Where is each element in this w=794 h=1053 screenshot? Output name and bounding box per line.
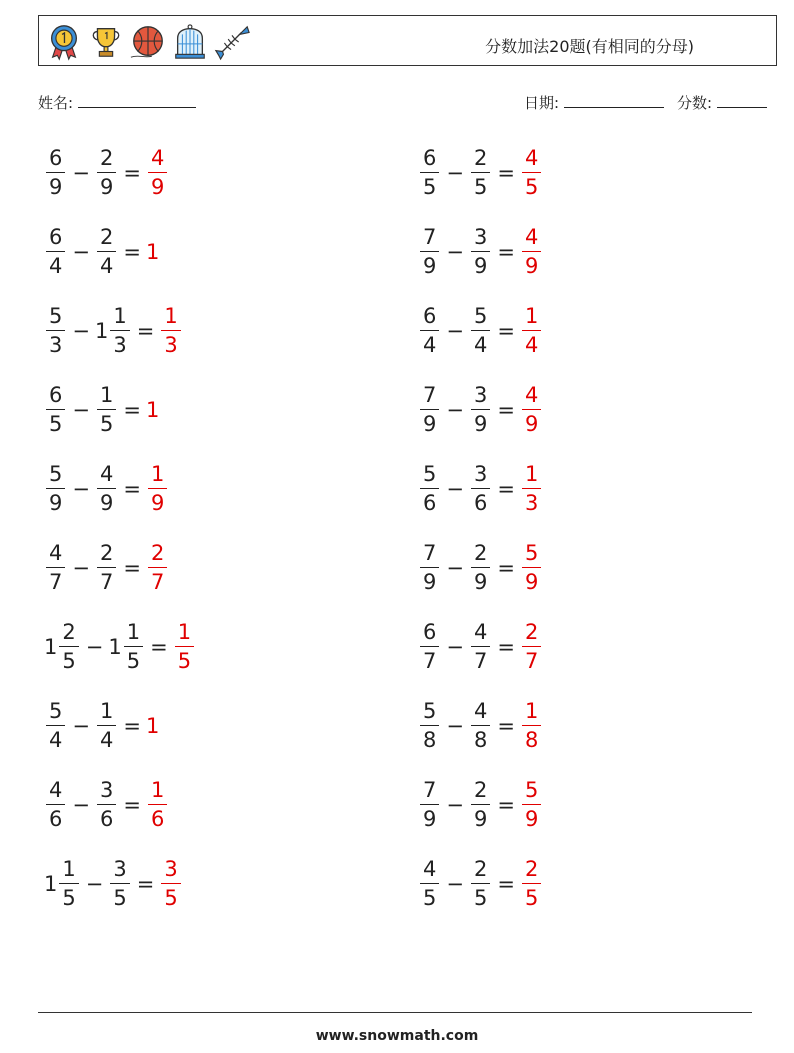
minus-sign: − bbox=[72, 556, 90, 580]
name-field bbox=[38, 92, 196, 113]
fraction bbox=[59, 619, 78, 674]
denominator: 4 bbox=[99, 254, 114, 279]
answer bbox=[146, 398, 159, 422]
fraction bbox=[97, 461, 116, 516]
numerator: 2 bbox=[99, 540, 114, 565]
numerator: 4 bbox=[524, 224, 539, 249]
numerator: 4 bbox=[473, 698, 488, 723]
equals-sign: = bbox=[123, 793, 141, 817]
minus-sign: − bbox=[72, 793, 90, 817]
denominator: 9 bbox=[49, 175, 63, 200]
fraction bbox=[522, 856, 541, 911]
date-blank bbox=[564, 93, 664, 108]
fraction bbox=[471, 303, 490, 358]
answer bbox=[146, 145, 169, 200]
fraction bbox=[97, 540, 116, 595]
fraction bbox=[148, 777, 167, 832]
minus-sign: − bbox=[85, 635, 104, 659]
denominator: 4 bbox=[423, 333, 437, 358]
fraction bbox=[46, 382, 65, 437]
denominator: 4 bbox=[99, 728, 114, 753]
minus-sign: − bbox=[72, 161, 90, 185]
denominator: 5 bbox=[62, 649, 76, 674]
answer bbox=[520, 619, 543, 674]
equals-sign: = bbox=[150, 635, 168, 659]
denominator: 6 bbox=[49, 807, 63, 832]
minus-sign: − bbox=[446, 240, 464, 264]
equals-sign: = bbox=[123, 398, 141, 422]
numerator: 6 bbox=[49, 382, 63, 407]
denominator: 5 bbox=[423, 886, 437, 911]
denominator: 4 bbox=[49, 254, 63, 279]
problem-item bbox=[44, 380, 159, 440]
problem-item bbox=[418, 222, 543, 282]
numerator: 5 bbox=[524, 777, 539, 802]
numerator: 3 bbox=[99, 777, 114, 802]
fraction bbox=[522, 461, 541, 516]
denominator: 8 bbox=[473, 728, 488, 753]
equals-sign: = bbox=[497, 319, 515, 343]
numerator: 5 bbox=[49, 303, 63, 328]
equals-sign: = bbox=[123, 161, 141, 185]
denominator: 7 bbox=[473, 649, 488, 674]
whole-number: 1 bbox=[108, 635, 122, 659]
whole-number: 1 bbox=[145, 240, 160, 264]
numerator: 4 bbox=[524, 145, 539, 170]
denominator: 5 bbox=[99, 412, 114, 437]
date-field bbox=[524, 92, 664, 113]
minus-sign: − bbox=[446, 556, 464, 580]
whole-number: 1 bbox=[44, 635, 58, 659]
fraction bbox=[420, 224, 439, 279]
denominator: 7 bbox=[99, 570, 114, 595]
numerator: 5 bbox=[473, 303, 488, 328]
trophy-icon bbox=[87, 23, 125, 61]
footer-divider bbox=[38, 1012, 752, 1013]
numerator: 1 bbox=[150, 777, 165, 802]
minus-sign: − bbox=[72, 398, 90, 422]
fraction bbox=[46, 777, 65, 832]
denominator: 5 bbox=[113, 886, 127, 911]
answer bbox=[520, 145, 543, 200]
denominator: 9 bbox=[423, 807, 437, 832]
minus-sign: − bbox=[72, 240, 90, 264]
fraction bbox=[522, 224, 541, 279]
fraction bbox=[420, 856, 439, 911]
problem-item bbox=[418, 854, 543, 914]
minus-sign: − bbox=[72, 319, 90, 343]
denominator: 3 bbox=[164, 333, 178, 358]
denominator: 9 bbox=[423, 412, 437, 437]
numerator: 1 bbox=[113, 303, 127, 328]
minus-sign: − bbox=[85, 872, 104, 896]
denominator: 5 bbox=[62, 886, 76, 911]
numerator: 4 bbox=[473, 619, 488, 644]
fraction bbox=[471, 461, 490, 516]
whole-number: 1 bbox=[145, 714, 160, 738]
name-label: 姓名: bbox=[38, 94, 74, 112]
whole-number: 1 bbox=[145, 398, 160, 422]
fraction bbox=[46, 303, 65, 358]
minus-sign: − bbox=[446, 793, 464, 817]
numerator: 1 bbox=[177, 619, 192, 644]
denominator: 5 bbox=[524, 886, 539, 911]
whole-number: 1 bbox=[44, 872, 58, 896]
equals-sign: = bbox=[123, 556, 141, 580]
minus-sign: − bbox=[446, 398, 464, 422]
equals-sign: = bbox=[497, 714, 515, 738]
numerator: 1 bbox=[524, 698, 539, 723]
numerator: 2 bbox=[99, 224, 114, 249]
numerator: 3 bbox=[473, 461, 488, 486]
denominator: 5 bbox=[126, 649, 141, 674]
equals-sign: = bbox=[136, 319, 155, 343]
medal-icon bbox=[45, 23, 83, 61]
problem-item bbox=[44, 301, 183, 361]
fraction bbox=[161, 856, 180, 911]
equals-sign: = bbox=[123, 240, 141, 264]
fraction bbox=[148, 461, 167, 516]
numerator: 2 bbox=[524, 619, 539, 644]
fraction bbox=[471, 382, 490, 437]
numerator: 6 bbox=[423, 619, 437, 644]
denominator: 9 bbox=[524, 807, 539, 832]
numerator: 1 bbox=[524, 461, 539, 486]
answer bbox=[146, 540, 169, 595]
fraction bbox=[110, 303, 129, 358]
name-blank bbox=[78, 93, 196, 108]
denominator: 5 bbox=[524, 175, 539, 200]
denominator: 9 bbox=[423, 570, 437, 595]
fraction bbox=[161, 303, 180, 358]
answer bbox=[159, 856, 182, 911]
equals-sign: = bbox=[497, 556, 515, 580]
fraction bbox=[420, 145, 439, 200]
problem-item bbox=[44, 854, 183, 914]
equals-sign: = bbox=[497, 161, 515, 185]
denominator: 6 bbox=[150, 807, 165, 832]
denominator: 4 bbox=[473, 333, 488, 358]
denominator: 8 bbox=[524, 728, 539, 753]
denominator: 9 bbox=[524, 254, 539, 279]
answer bbox=[520, 698, 543, 753]
denominator: 4 bbox=[49, 728, 63, 753]
denominator: 5 bbox=[473, 175, 488, 200]
denominator: 8 bbox=[423, 728, 437, 753]
numerator: 7 bbox=[423, 382, 437, 407]
fraction bbox=[522, 303, 541, 358]
numerator: 1 bbox=[150, 461, 165, 486]
numerator: 2 bbox=[150, 540, 165, 565]
minus-sign: − bbox=[446, 714, 464, 738]
answer bbox=[520, 224, 543, 279]
denominator: 7 bbox=[49, 570, 63, 595]
answer bbox=[146, 240, 159, 264]
denominator: 5 bbox=[49, 412, 63, 437]
equals-sign: = bbox=[497, 398, 515, 422]
denominator: 9 bbox=[524, 570, 539, 595]
numerator: 6 bbox=[49, 224, 63, 249]
problem-item bbox=[44, 696, 159, 756]
numerator: 4 bbox=[150, 145, 165, 170]
denominator: 4 bbox=[524, 333, 539, 358]
fraction bbox=[420, 540, 439, 595]
answer bbox=[520, 856, 543, 911]
problem-item bbox=[418, 538, 543, 598]
problem-item bbox=[418, 380, 543, 440]
denominator: 9 bbox=[423, 254, 437, 279]
numerator: 2 bbox=[473, 777, 488, 802]
minus-sign: − bbox=[446, 319, 464, 343]
worksheet-title: 分数加法20题(有相同的分母) bbox=[485, 37, 694, 56]
denominator: 7 bbox=[423, 649, 437, 674]
denominator: 5 bbox=[423, 175, 437, 200]
fraction bbox=[471, 619, 490, 674]
fishbone-icon bbox=[213, 23, 251, 61]
fraction bbox=[420, 382, 439, 437]
denominator: 7 bbox=[524, 649, 539, 674]
denominator: 9 bbox=[473, 254, 488, 279]
answer bbox=[159, 303, 182, 358]
fraction bbox=[46, 540, 65, 595]
answer bbox=[146, 461, 169, 516]
equals-sign: = bbox=[497, 793, 515, 817]
answer bbox=[520, 540, 543, 595]
minus-sign: − bbox=[72, 477, 90, 501]
numerator: 4 bbox=[423, 856, 437, 881]
numerator: 5 bbox=[49, 698, 63, 723]
fraction bbox=[110, 856, 129, 911]
problem-item bbox=[44, 775, 169, 835]
denominator: 5 bbox=[473, 886, 488, 911]
denominator: 5 bbox=[177, 649, 192, 674]
fraction bbox=[471, 224, 490, 279]
problem-item bbox=[418, 459, 543, 519]
problem-item bbox=[44, 617, 196, 677]
score-field bbox=[677, 92, 767, 113]
numerator: 5 bbox=[423, 461, 437, 486]
fraction bbox=[471, 540, 490, 595]
problem-item bbox=[44, 459, 169, 519]
minus-sign: − bbox=[446, 161, 464, 185]
numerator: 3 bbox=[473, 382, 488, 407]
date-label: 日期: bbox=[524, 94, 560, 112]
numerator: 1 bbox=[126, 619, 141, 644]
equals-sign: = bbox=[497, 240, 515, 264]
fraction bbox=[420, 698, 439, 753]
fraction bbox=[148, 145, 167, 200]
numerator: 1 bbox=[99, 698, 114, 723]
numerator: 4 bbox=[49, 777, 63, 802]
denominator: 9 bbox=[150, 491, 165, 516]
fraction bbox=[46, 145, 65, 200]
numerator: 7 bbox=[423, 224, 437, 249]
numerator: 3 bbox=[473, 224, 488, 249]
problem-item bbox=[418, 617, 543, 677]
denominator: 9 bbox=[99, 491, 114, 516]
answer bbox=[520, 777, 543, 832]
fraction bbox=[46, 224, 65, 279]
answer bbox=[520, 461, 543, 516]
denominator: 9 bbox=[473, 412, 488, 437]
fraction bbox=[97, 224, 116, 279]
numerator: 1 bbox=[99, 382, 114, 407]
score-label: 分数: bbox=[677, 94, 713, 112]
answer bbox=[146, 777, 169, 832]
denominator: 9 bbox=[49, 491, 63, 516]
fraction bbox=[420, 619, 439, 674]
denominator: 6 bbox=[473, 491, 488, 516]
numerator: 2 bbox=[99, 145, 114, 170]
numerator: 4 bbox=[524, 382, 539, 407]
footer-url: www.snowmath.com bbox=[315, 1028, 479, 1044]
numerator: 5 bbox=[524, 540, 539, 565]
fraction bbox=[471, 777, 490, 832]
fraction bbox=[97, 777, 116, 832]
fraction bbox=[471, 145, 490, 200]
numerator: 3 bbox=[113, 856, 127, 881]
equals-sign: = bbox=[497, 635, 515, 659]
fraction bbox=[97, 145, 116, 200]
answer bbox=[520, 303, 543, 358]
problem-item bbox=[44, 222, 159, 282]
problem-item bbox=[418, 696, 543, 756]
denominator: 6 bbox=[423, 491, 437, 516]
numerator: 6 bbox=[49, 145, 63, 170]
fraction bbox=[420, 461, 439, 516]
fraction bbox=[471, 698, 490, 753]
numerator: 3 bbox=[164, 856, 178, 881]
numerator: 6 bbox=[423, 303, 437, 328]
numerator: 2 bbox=[473, 540, 488, 565]
fraction bbox=[420, 777, 439, 832]
numerator: 4 bbox=[99, 461, 114, 486]
minus-sign: − bbox=[446, 872, 464, 896]
denominator: 9 bbox=[473, 570, 488, 595]
whole-number: 1 bbox=[94, 319, 109, 343]
denominator: 6 bbox=[99, 807, 114, 832]
denominator: 9 bbox=[150, 175, 165, 200]
basketball-icon bbox=[129, 23, 167, 61]
numerator: 1 bbox=[62, 856, 76, 881]
header-box bbox=[38, 15, 777, 66]
numerator: 5 bbox=[423, 698, 437, 723]
equals-sign: = bbox=[136, 872, 155, 896]
denominator: 9 bbox=[99, 175, 114, 200]
problem-item bbox=[418, 301, 543, 361]
denominator: 7 bbox=[150, 570, 165, 595]
problem-item bbox=[44, 538, 169, 598]
denominator: 9 bbox=[524, 412, 539, 437]
answer bbox=[146, 714, 159, 738]
denominator: 5 bbox=[164, 886, 178, 911]
minus-sign: − bbox=[446, 635, 464, 659]
minus-sign: − bbox=[72, 714, 90, 738]
denominator: 3 bbox=[49, 333, 63, 358]
fraction bbox=[522, 540, 541, 595]
fraction bbox=[148, 540, 167, 595]
fraction bbox=[124, 619, 143, 674]
fraction bbox=[522, 777, 541, 832]
score-blank bbox=[717, 93, 767, 108]
fraction bbox=[522, 382, 541, 437]
denominator: 9 bbox=[473, 807, 488, 832]
answer bbox=[520, 382, 543, 437]
fraction bbox=[522, 619, 541, 674]
birdcage-icon bbox=[171, 23, 209, 61]
fraction bbox=[522, 698, 541, 753]
fraction bbox=[97, 382, 116, 437]
equals-sign: = bbox=[123, 714, 141, 738]
equals-sign: = bbox=[497, 477, 515, 501]
fraction bbox=[420, 303, 439, 358]
answer bbox=[173, 619, 196, 674]
numerator: 2 bbox=[524, 856, 539, 881]
numerator: 7 bbox=[423, 540, 437, 565]
fraction bbox=[59, 856, 78, 911]
numerator: 7 bbox=[423, 777, 437, 802]
problem-item bbox=[418, 143, 543, 203]
fraction bbox=[46, 698, 65, 753]
numerator: 2 bbox=[62, 619, 76, 644]
problem-item bbox=[418, 775, 543, 835]
numerator: 1 bbox=[524, 303, 539, 328]
numerator: 1 bbox=[164, 303, 178, 328]
problem-item bbox=[44, 143, 169, 203]
equals-sign: = bbox=[123, 477, 141, 501]
numerator: 2 bbox=[473, 856, 488, 881]
equals-sign: = bbox=[497, 872, 515, 896]
fraction bbox=[46, 461, 65, 516]
denominator: 3 bbox=[113, 333, 127, 358]
numerator: 6 bbox=[423, 145, 437, 170]
fraction bbox=[175, 619, 194, 674]
header-icons bbox=[45, 22, 251, 62]
fraction bbox=[97, 698, 116, 753]
numerator: 2 bbox=[473, 145, 488, 170]
numerator: 5 bbox=[49, 461, 63, 486]
fraction bbox=[471, 856, 490, 911]
numerator: 4 bbox=[49, 540, 63, 565]
minus-sign: − bbox=[446, 477, 464, 501]
denominator: 3 bbox=[524, 491, 539, 516]
fraction bbox=[522, 145, 541, 200]
